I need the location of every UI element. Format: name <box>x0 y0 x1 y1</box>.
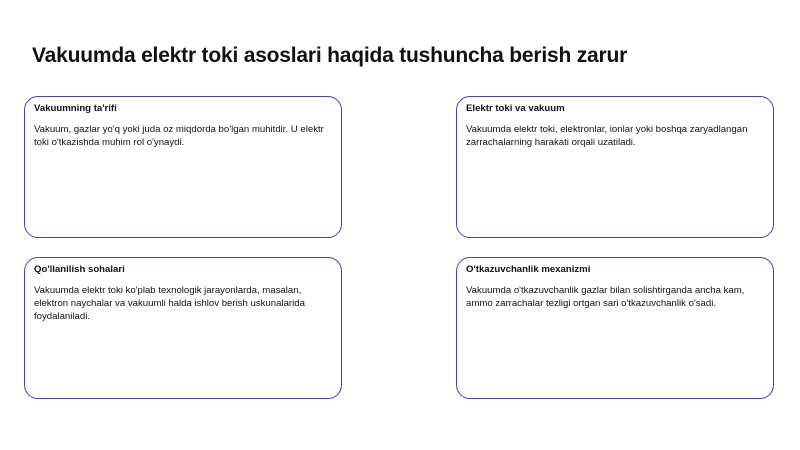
card-heading: O'tkazuvchanlik mexanizmi <box>466 264 591 275</box>
card-heading: Vakuumning ta'rifi <box>34 103 117 114</box>
card-conductivity-mechanism <box>456 257 774 399</box>
card-text: Vakuumda elektr toki, elektronlar, ionlar yoki boshqa zaryadlangan zarrachalarning harakati orqali uzatiladi. <box>466 124 748 148</box>
card-heading: Qo'llanilish sohalari <box>34 264 125 275</box>
card-text: Vakuumda o'tkazuvchanlik gazlar bilan solishtirganda ancha kam, ammo zarrachalar tezligi ortgan sari o'tkazuvchanlik o'sadi. <box>466 285 745 309</box>
slide-title: Vakuumda elektr toki asoslari haqida tushuncha berish zarur <box>32 44 628 67</box>
card-heading: Elektr toki va vakuum <box>466 103 565 114</box>
card-current-and-vacuum <box>456 96 774 238</box>
card-text: Vakuum, gazlar yo'q yoki juda oz miqdorda bo'lgan muhitdir. U elektr toki o'tkazishda muhim rol o'ynaydi. <box>34 124 324 148</box>
card-applications <box>24 257 342 399</box>
card-vacuum-definition <box>24 96 342 238</box>
card-text: Vakuumda elektr toki ko'plab texnologik jarayonlarda, masalan, elektron naychalar va vakuumli halda ishlov berish uskunalarida foydalaniladi. <box>34 285 305 322</box>
